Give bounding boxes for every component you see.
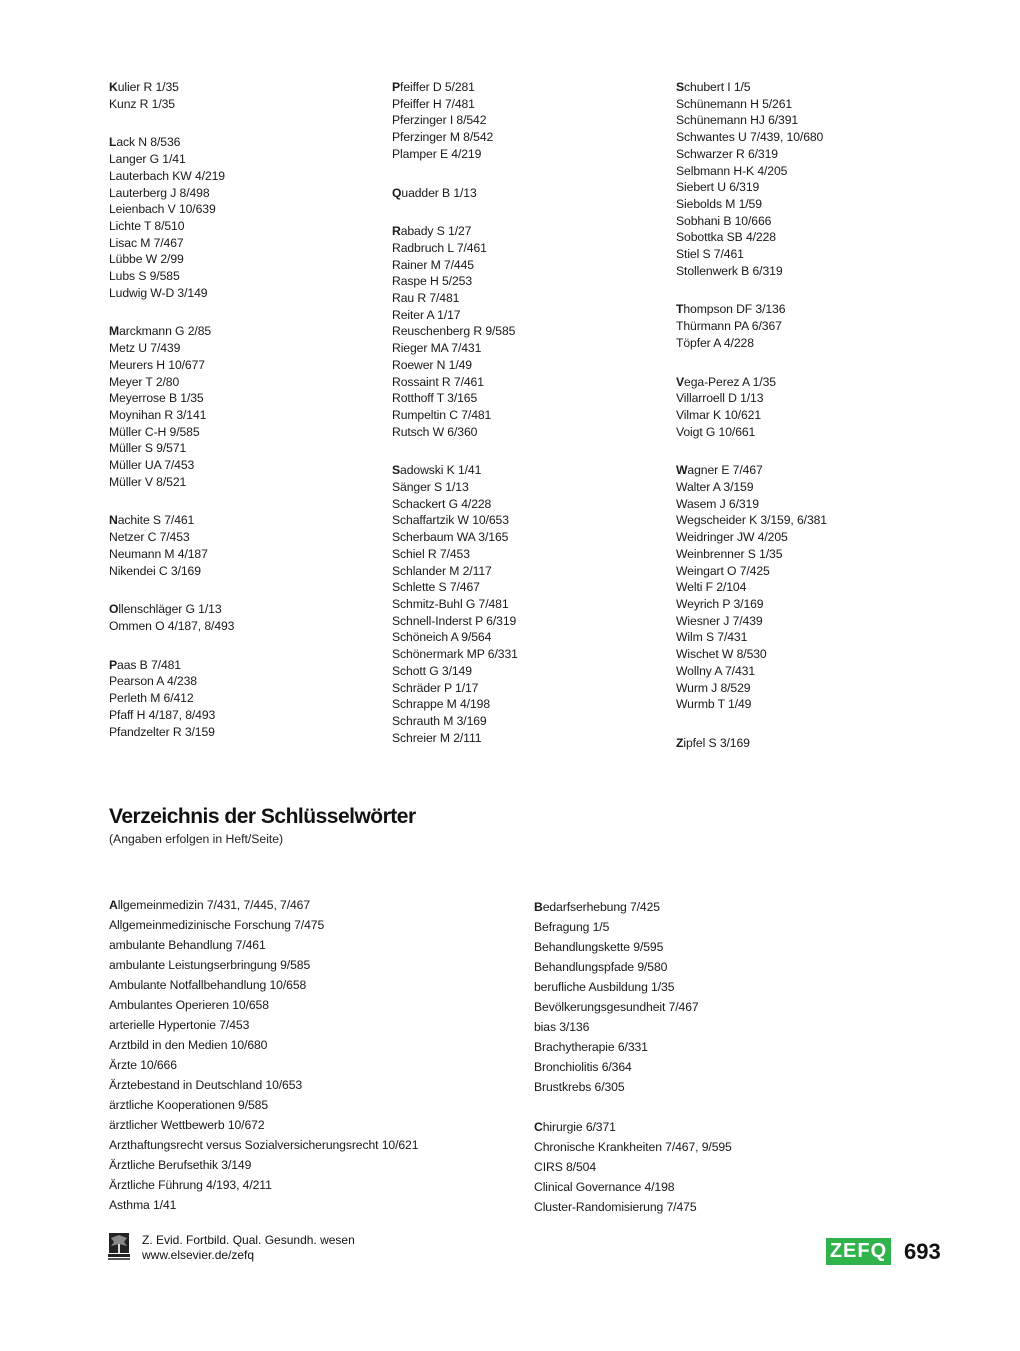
author-entry: Lübbe W 2/99 [109, 252, 184, 267]
journal-name: Z. Evid. Fortbild. Qual. Gesundh. wesen [142, 1233, 355, 1247]
author-entry: Plamper E 4/219 [392, 146, 482, 161]
author-entry: Wiesner J 7/439 [676, 613, 763, 628]
keyword-entry: berufliche Ausbildung 1/35 [534, 980, 675, 994]
keyword-entry: Arzthaftungsrecht versus Sozialversicherungsrecht 10/621 [109, 1138, 419, 1152]
author-entry: Schlette S 7/467 [392, 580, 480, 595]
author-entry: Töpfer A 4/228 [676, 335, 754, 350]
author-entry: Langer G 1/41 [109, 152, 186, 167]
author-entry: Schiel R 7/453 [392, 546, 470, 561]
author-entry: Roewer N 1/49 [392, 357, 472, 372]
author-entry: Welti F 2/104 [676, 580, 747, 595]
author-entry: Thompson DF 3/136 [676, 302, 786, 317]
author-entry: Müller C-H 9/585 [109, 424, 200, 439]
author-entry: Marckmann G 2/85 [109, 324, 212, 339]
author-entry: Lubs S 9/585 [109, 269, 180, 284]
author-entry: Schott G 3/149 [392, 663, 472, 678]
author-entry: Rainer M 7/445 [392, 257, 474, 272]
author-column-1 [109, 79, 234, 762]
author-entry: Pfaff H 4/187, 8/493 [109, 707, 216, 722]
author-letter-group [676, 374, 827, 441]
keyword-entry: Ambulantes Operieren 10/658 [109, 998, 269, 1012]
author-entry: Voigt G 10/661 [676, 424, 756, 439]
author-entry: Paas B 7/481 [109, 657, 181, 672]
author-entry: Rumpeltin C 7/481 [392, 407, 492, 422]
author-entry: Nikendei C 3/169 [109, 563, 201, 578]
keyword-entry: Asthma 1/41 [109, 1198, 177, 1212]
author-entry: Wurmb T 1/49 [676, 697, 752, 712]
author-entry: Schnell-Inderst P 6/319 [392, 613, 517, 628]
author-letter-group [392, 223, 518, 440]
keyword-entry: Ambulante Notfallbehandlung 10/658 [109, 978, 307, 992]
author-entry: Schönermark MP 6/331 [392, 647, 518, 662]
keyword-column-1 [109, 895, 418, 1235]
author-letter-group [392, 185, 518, 202]
author-entry: Meurers H 10/677 [109, 357, 205, 372]
author-entry: Wurm J 8/529 [676, 680, 751, 695]
keyword-letter-group [534, 1117, 732, 1217]
author-entry: Schmitz-Buhl G 7/481 [392, 596, 509, 611]
author-entry: Zipfel S 3/169 [676, 735, 750, 750]
author-entry: Weyrich P 3/169 [676, 596, 764, 611]
author-entry: Rieger MA 7/431 [392, 341, 482, 356]
keyword-column-2 [534, 897, 732, 1237]
keyword-entry: Ärzte 10/666 [109, 1058, 177, 1072]
keyword-entry: Chirurgie 6/371 [534, 1120, 616, 1134]
author-entry: Netzer C 7/453 [109, 530, 190, 545]
author-entry: Schaffartzik W 10/653 [392, 513, 509, 528]
keyword-entry: ärztliche Kooperationen 9/585 [109, 1098, 269, 1112]
author-entry: Pfandzelter R 3/159 [109, 724, 215, 739]
author-entry: Pearson A 4/238 [109, 674, 197, 689]
author-entry: Rau R 7/481 [392, 291, 460, 306]
keyword-entry: ambulante Leistungserbringung 9/585 [109, 958, 311, 972]
author-entry: Thürmann PA 6/367 [676, 319, 782, 334]
keyword-letter-group [109, 895, 418, 1215]
author-entry: Reiter A 1/17 [392, 307, 461, 322]
author-entry: Wollny A 7/431 [676, 663, 756, 678]
author-letter-group [392, 462, 518, 746]
author-letter-group [392, 79, 518, 163]
author-entry: Rotthoff T 3/165 [392, 391, 478, 406]
keywords-title: Verzeichnis der Schlüsselwörter [109, 805, 416, 828]
author-entry: Wilm S 7/431 [676, 630, 748, 645]
author-entry: Schrauth M 3/169 [392, 713, 487, 728]
keyword-entry: Allgemeinmedizinische Forschung 7/475 [109, 918, 325, 932]
author-entry: Weinbrenner S 1/35 [676, 546, 783, 561]
author-entry: Kunz R 1/35 [109, 96, 175, 111]
author-entry: Walter A 3/159 [676, 480, 754, 495]
author-entry: Perleth M 6/412 [109, 691, 194, 706]
author-entry: Scherbaum WA 3/165 [392, 530, 509, 545]
keyword-entry: Cluster-Randomisierung 7/475 [534, 1200, 697, 1214]
keyword-entry: Brachytherapie 6/331 [534, 1040, 648, 1054]
author-entry: Meyer T 2/80 [109, 374, 180, 389]
author-entry: Villarroell D 1/13 [676, 391, 764, 406]
author-entry: Schubert I 1/5 [676, 80, 751, 94]
author-entry: Pfeiffer H 7/481 [392, 96, 475, 111]
keyword-entry: arterielle Hypertonie 7/453 [109, 1018, 250, 1032]
author-entry: Müller S 9/571 [109, 441, 187, 456]
author-letter-group [109, 601, 234, 634]
author-entry: Nachite S 7/461 [109, 513, 195, 528]
author-entry: Müller UA 7/453 [109, 458, 195, 473]
author-entry: Wagner E 7/467 [676, 463, 763, 478]
author-entry: Ollenschläger G 1/13 [109, 602, 222, 617]
author-letter-group [676, 79, 827, 279]
author-entry: Weidringer JW 4/205 [676, 530, 788, 545]
author-entry: Stollenwerk B 6/319 [676, 263, 783, 278]
author-entry: Pferzinger I 8/542 [392, 113, 487, 128]
author-entry: Rutsch W 6/360 [392, 424, 478, 439]
author-entry: Sobhani B 10/666 [676, 213, 772, 228]
author-entry: Schwantes U 7/439, 10/680 [676, 130, 824, 145]
keyword-entry: Ärztliche Führung 4/193, 4/211 [109, 1178, 272, 1192]
author-entry: Radbruch L 7/461 [392, 240, 487, 255]
author-entry: Wischet W 8/530 [676, 647, 767, 662]
author-letter-group [109, 134, 234, 301]
keywords-subtitle: (Angaben erfolgen in Heft/Seite) [109, 832, 284, 846]
keyword-entry: Behandlungspfade 9/580 [534, 960, 668, 974]
author-entry: Wegscheider K 3/159, 6/381 [676, 513, 827, 528]
author-entry: Schwarzer R 6/319 [676, 146, 778, 161]
author-entry: Sobottka SB 4/228 [676, 230, 776, 245]
author-entry: Kulier R 1/35 [109, 80, 179, 94]
keyword-entry: Bevölkerungsgesundheit 7/467 [534, 1000, 699, 1014]
keyword-entry: Ärztliche Berufsethik 3/149 [109, 1158, 252, 1172]
author-entry: Weingart O 7/425 [676, 563, 770, 578]
keyword-entry: Bedarfserhebung 7/425 [534, 900, 660, 914]
keyword-entry: Chronische Krankheiten 7/467, 9/595 [534, 1140, 732, 1154]
author-entry: Lichte T 8/510 [109, 218, 185, 233]
author-entry: Selbmann H-K 4/205 [676, 163, 788, 178]
journal-url[interactable]: www.elsevier.de/zefq [142, 1248, 255, 1262]
elsevier-tree-logo-icon [107, 1232, 131, 1262]
keyword-entry: CIRS 8/504 [534, 1160, 597, 1174]
keyword-letter-group [534, 897, 732, 1097]
author-entry: Neumann M 4/187 [109, 546, 208, 561]
keyword-entry: Befragung 1/5 [534, 920, 610, 934]
keyword-entry: Clinical Governance 4/198 [534, 1180, 675, 1194]
author-entry: Moynihan R 3/141 [109, 407, 207, 422]
keyword-entry: ärztlicher Wettbewerb 10/672 [109, 1118, 265, 1132]
keyword-entry: Brustkrebs 6/305 [534, 1080, 625, 1094]
author-entry: Lisac M 7/467 [109, 235, 184, 250]
zefq-badge: ZEFQ [826, 1238, 891, 1265]
author-entry: Schackert G 4/228 [392, 496, 492, 511]
author-entry: Müller V 8/521 [109, 474, 187, 489]
author-entry: Schrappe M 4/198 [392, 697, 490, 712]
author-entry: Schräder P 1/17 [392, 680, 479, 695]
author-entry: Schlander M 2/117 [392, 563, 492, 578]
author-entry: Schünemann HJ 6/391 [676, 113, 799, 128]
keyword-entry: Ärztebestand in Deutschland 10/653 [109, 1078, 303, 1092]
author-entry: Lauterberg J 8/498 [109, 185, 210, 200]
author-entry: Pfeiffer D 5/281 [392, 80, 475, 94]
author-entry: Pferzinger M 8/542 [392, 130, 494, 145]
keyword-entry: Bronchiolitis 6/364 [534, 1060, 632, 1074]
author-entry: Schreier M 2/111 [392, 730, 482, 745]
keyword-entry: Behandlungskette 9/595 [534, 940, 664, 954]
author-entry: Schünemann H 5/261 [676, 96, 793, 111]
author-entry: Ludwig W-D 3/149 [109, 285, 208, 300]
author-entry: Vega-Perez A 1/35 [676, 374, 776, 389]
author-column-3 [676, 79, 827, 774]
author-entry: Vilmar K 10/621 [676, 407, 761, 422]
author-entry: Metz U 7/439 [109, 341, 181, 356]
keyword-entry: bias 3/136 [534, 1020, 590, 1034]
author-entry: Sadowski K 1/41 [392, 463, 482, 478]
author-entry: Sänger S 1/13 [392, 480, 469, 495]
keyword-entry: Arztbild in den Medien 10/680 [109, 1038, 268, 1052]
author-letter-group [109, 323, 234, 490]
keyword-entry: Allgemeinmedizin 7/431, 7/445, 7/467 [109, 898, 311, 912]
author-entry: Schöneich A 9/564 [392, 630, 492, 645]
author-entry: Reuschenberg R 9/585 [392, 324, 516, 339]
author-letter-group [676, 301, 827, 351]
author-entry: Ommen O 4/187, 8/493 [109, 618, 235, 633]
author-letter-group [109, 657, 234, 741]
author-letter-group [676, 462, 827, 713]
author-entry: Stiel S 7/461 [676, 247, 744, 262]
author-entry: Meyerrose B 1/35 [109, 391, 204, 406]
author-letter-group [109, 512, 234, 579]
author-entry: Quadder B 1/13 [392, 185, 477, 200]
author-entry: Leienbach V 10/639 [109, 202, 216, 217]
author-letter-group [676, 735, 827, 752]
author-entry: Lauterbach KW 4/219 [109, 168, 225, 183]
author-entry: Rossaint R 7/461 [392, 374, 484, 389]
author-entry: Rabady S 1/27 [392, 224, 472, 239]
author-letter-group [109, 79, 234, 112]
keyword-entry: ambulante Behandlung 7/461 [109, 938, 266, 952]
author-entry: Siebolds M 1/59 [676, 196, 762, 211]
footer-citation [142, 1233, 355, 1263]
page-number: 693 [904, 1239, 941, 1264]
author-entry: Wasem J 6/319 [676, 496, 759, 511]
author-column-2 [392, 79, 518, 768]
author-entry: Raspe H 5/253 [392, 274, 473, 289]
author-entry: Siebert U 6/319 [676, 180, 760, 195]
author-entry: Lack N 8/536 [109, 135, 181, 150]
